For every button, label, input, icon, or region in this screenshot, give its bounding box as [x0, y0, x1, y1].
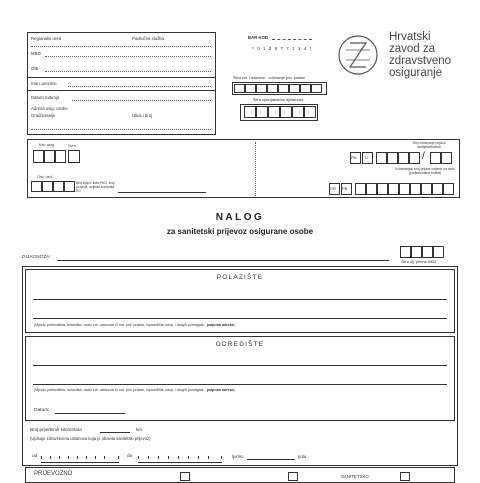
sick-leave-field[interactable]	[118, 192, 206, 193]
purpose-cell[interactable]	[68, 150, 80, 163]
or-label: OR	[330, 186, 336, 191]
name-field[interactable]	[68, 86, 211, 87]
separator-line	[28, 77, 215, 78]
pn-label: PN	[351, 155, 357, 160]
form-title: NALOG	[215, 212, 265, 223]
barcode-number: * 0 1 3 9 7 7 1 1 4 *	[252, 46, 313, 51]
record-no-label: Broj evidencije prijava zahtjeva/bolesti	[412, 141, 446, 149]
specialist-code-label: Šifra specijalističke djelatnosti	[253, 98, 304, 102]
insurance-category-label: Kat. osig.	[39, 143, 55, 147]
diagnosis-field[interactable]	[57, 260, 389, 261]
date-label: Datum:	[34, 408, 50, 413]
mbo-field[interactable]	[45, 56, 211, 57]
departure-line-2[interactable]	[33, 318, 447, 319]
form-subtitle: za sanitetski prijevoz osigurane osobe	[166, 227, 314, 236]
address-label: Adresa osig. osobe	[31, 106, 68, 111]
km-field[interactable]	[100, 432, 130, 433]
times-label: puta	[298, 454, 307, 459]
diagnosis-label: DIJAGNOZA:	[22, 255, 51, 260]
from-date-field[interactable]	[41, 458, 119, 463]
departure-title: POLAZIŠTE	[216, 274, 264, 281]
regional-office-field[interactable]	[31, 46, 211, 47]
oib-label: OIB	[31, 66, 39, 71]
address-field[interactable]	[31, 129, 211, 130]
contract-code-label: Šifra zdr. Ustanove - ordinacije priv. prakse	[233, 76, 306, 80]
vehicle-label: PRIJEVOZNO	[34, 471, 73, 477]
mkb-label: Šifra dij. prema MKB	[401, 260, 436, 264]
destination-note: (Mjesto prebivališta, boravišta, naziv zdr. ustanove ili ord. priv. prakse, /spoređište ortop. i drugih pomagala - potpuna adresa)	[34, 388, 235, 392]
work-injury-label: Evidencijski broj prijave ozljede na radu (profesionalna bolest)	[395, 167, 455, 175]
date-field[interactable]	[55, 413, 125, 414]
branch-label: Područna služba	[132, 36, 165, 41]
destination-section	[25, 336, 455, 421]
tj-label: TJ	[364, 155, 369, 160]
pb-label: PB	[342, 186, 348, 191]
oib-field[interactable]	[45, 71, 211, 72]
km-hint: (Upisuje zdravstvena ustanova koja je obavila sanitetski prijevoz)	[30, 436, 151, 441]
separator-line	[28, 90, 215, 91]
name-label: Ime i prezime	[31, 81, 57, 86]
to-date-field[interactable]	[138, 458, 222, 463]
dob-field[interactable]	[72, 100, 211, 101]
weekly-field[interactable]	[247, 459, 295, 460]
purpose-label: Svrh	[68, 144, 76, 148]
dob-label: Datum rođenja	[31, 95, 60, 100]
logo-text: Hrvatski zavod za zdravstveno osiguranje	[389, 31, 452, 79]
street-label: Ulica i broj	[132, 113, 153, 118]
to-label: do	[127, 454, 133, 459]
sick-leave-label: Broj bolov. lista PKO, broj potvrde, ozljeda korisnika ZO	[76, 181, 115, 193]
destination-line-1[interactable]	[33, 365, 447, 366]
sanitary-label: SANITETSKO	[341, 474, 369, 479]
vehicle-section	[25, 467, 455, 483]
barcode-dashes	[272, 39, 312, 40]
destination-title: ODREDIŠTE	[215, 341, 265, 348]
barcode-label: BAR KOD	[248, 35, 269, 40]
regional-office-label: Regionalni ured	[31, 36, 62, 41]
hzzo-logo-icon	[336, 30, 380, 80]
ord-label: Ord. ozd.	[37, 175, 53, 179]
km-unit: km	[136, 427, 143, 432]
km-label: Broj prijeđenih kilometara	[30, 427, 82, 432]
departure-note: (Mjesto prebivališta, boravišta, naziv zdr. ustanove ili ord. priv. prakse, /spoređište ortop. i drugih pomagala - potpuna adresa)	[34, 323, 235, 327]
departure-line-1[interactable]	[33, 299, 447, 300]
destination-line-2[interactable]	[33, 384, 447, 385]
from-label: od	[32, 454, 38, 459]
mbo-label: MBO	[31, 51, 41, 56]
weekly-label: tjedno	[232, 454, 244, 459]
city-label: Grad/naselje	[31, 113, 56, 118]
category-divider	[255, 142, 256, 196]
